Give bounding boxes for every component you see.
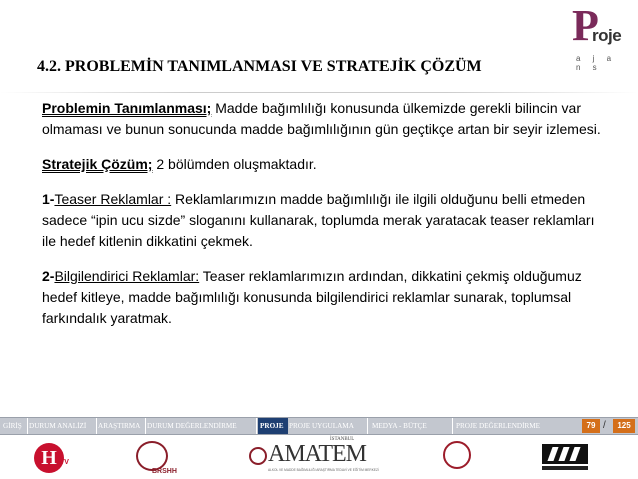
slide-title: 4.2. PROBLEMİN TANIMLANMASI VE STRATEJİK ÇÖZÜM <box>37 58 482 75</box>
nav-proje-uygulama[interactable]: PROJE UYGULAMA <box>289 418 368 434</box>
paragraph-informative-ads <box>42 266 612 329</box>
title-divider <box>0 92 638 93</box>
nav-arastirma[interactable]: ARAŞTIRMA <box>98 418 146 434</box>
logo-letter: P <box>572 1 599 50</box>
problem-definition-text: Madde bağımlılığı konusunda ülkemizde gerekli bilincin var olmaması ve bunun sonucunda madde bağımlılığının gün geçtikçe artan bir seyir izlemesi. <box>42 100 601 137</box>
section-nav-bar <box>0 417 638 435</box>
page-separator: / <box>603 420 606 431</box>
logo-word: roje <box>592 26 622 45</box>
paragraph-strategic-solution <box>42 154 612 175</box>
nav-proje-degerlendirme[interactable]: PROJE DEĞERLENDİRME <box>456 422 541 430</box>
iaa-bar-3 <box>569 447 580 461</box>
amatem-logo-text: AMATEM <box>268 441 367 467</box>
informative-ads-text: Teaser reklamlarımızın ardından, dikkatini çekmiş olduğumuz hedef kitleye, madde bağımlılığı konusunda bilgilendirici reklamlar sunarak, toplumsal farkındalık yaratmak. <box>42 268 582 326</box>
nav-giris[interactable]: GİRİŞ <box>3 418 28 434</box>
iaa-bar-1 <box>547 447 558 461</box>
logo-subtitle: a j a n s <box>576 54 617 72</box>
sponsor-logos <box>0 435 638 479</box>
amatem-subtitle: ALKOL VE MADDE BAĞIMLILIĞI ARAŞTIRMA TEDAVİ VE EĞİTİM MERKEZİ <box>268 468 379 472</box>
htv-letter: H <box>41 447 57 469</box>
amatem-mark-icon <box>249 447 267 465</box>
iaa-logo-icon <box>542 444 588 464</box>
iaa-subtitle-bar <box>542 466 588 470</box>
amatem-city: İSTANBUL <box>330 437 355 442</box>
informative-ads-label: Bilgilendirici Reklamlar: <box>54 268 200 284</box>
nav-durum-degerlendirme[interactable]: DURUM DEĞERLENDİRME <box>147 418 257 434</box>
htv-tv-text: TV <box>60 459 69 466</box>
teaser-ads-label: Teaser Reklamlar : <box>54 191 172 207</box>
informative-ads-number: 2- <box>42 268 55 284</box>
proje-ajans-logo <box>572 1 632 72</box>
htv-logo <box>34 443 64 473</box>
brshh-seal-icon <box>136 441 168 471</box>
current-page-badge: 79 <box>582 419 600 433</box>
paragraph-teaser-ads <box>42 189 612 252</box>
brshh-text: BRSHH <box>152 468 177 475</box>
slide-content <box>42 98 612 343</box>
strategic-solution-label: Stratejik Çözüm; <box>42 156 153 172</box>
iaa-bar-2 <box>558 447 569 461</box>
script-emblem-icon <box>443 441 471 469</box>
problem-definition-label: Problemin Tanımlanması; <box>42 100 212 116</box>
total-pages-badge: 125 <box>613 419 635 433</box>
teaser-ads-number: 1- <box>42 191 55 207</box>
teaser-ads-text: Reklamlarımızın madde bağımlılığı ile ilgili olduğunu belli etmeden sadece “ipin ucu sizde” sloganını kullanarak, toplumda merak yaratacak teaser reklamları ile hedef kitlenin dikkatini çekmek. <box>42 191 595 249</box>
paragraph-problem-definition <box>42 98 612 140</box>
nav-durum-analizi[interactable]: DURUM ANALİZİ <box>29 418 97 434</box>
nav-medya-butce[interactable]: MEDYA - BÜTÇE <box>372 418 453 434</box>
strategic-solution-text: 2 bölümden oluşmaktadır. <box>152 156 317 172</box>
nav-proje[interactable]: PROJE <box>258 418 288 434</box>
